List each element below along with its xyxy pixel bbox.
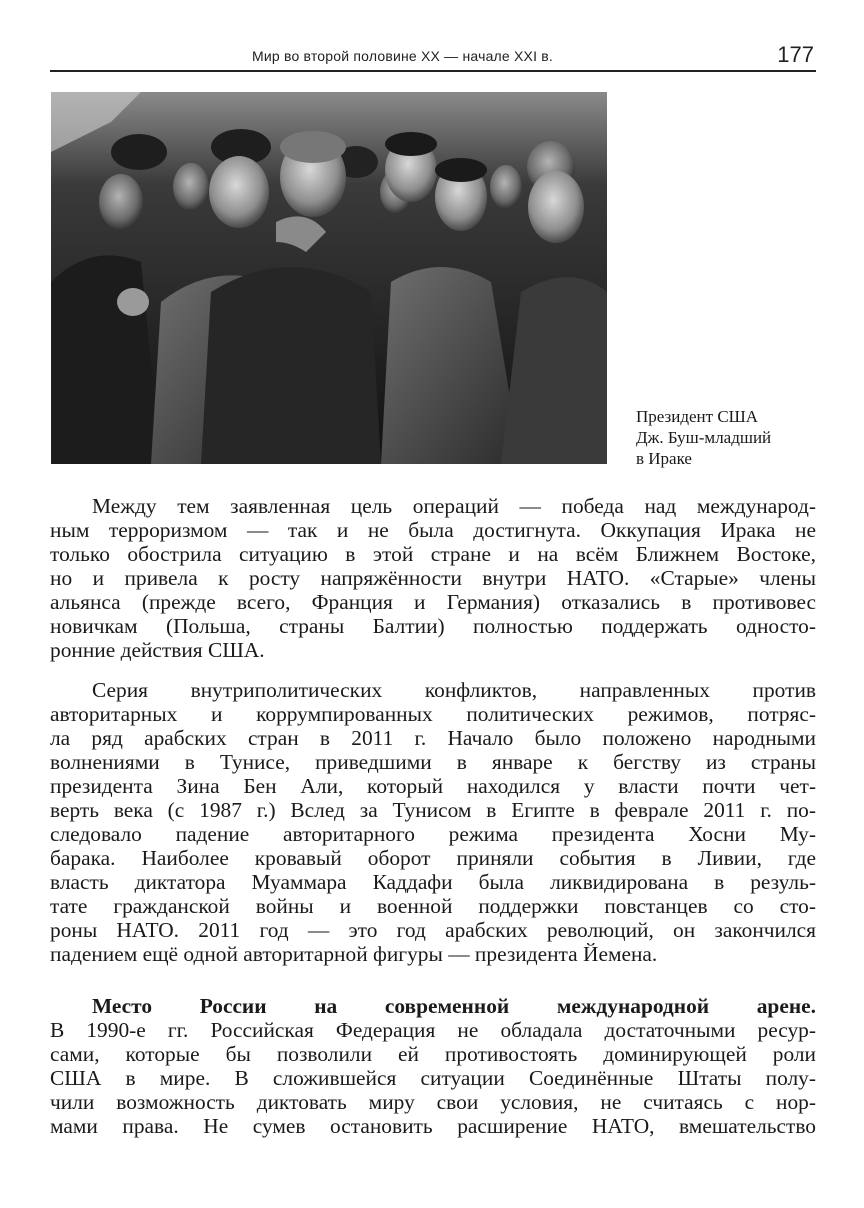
text-line: США в мире. В сложившейся ситуации Соединённые Штаты полу- xyxy=(50,1066,816,1090)
text-line: роны НАТО. 2011 год — это год арабских революций, он закончился xyxy=(50,918,816,942)
running-title: Мир во второй половине XX — начале XXI в. xyxy=(252,48,553,64)
text-line: власть диктатора Муаммара Каддафи была ликвидирована в резуль- xyxy=(50,870,816,894)
text-line: волнениями в Тунисе, приведшими в январе к бегству из страны xyxy=(50,750,816,774)
text-line: ла ряд арабских стран в 2011 г. Начало было положено народными xyxy=(50,726,816,750)
text-line: падением ещё одной авторитарной фигуры — президента Йемена. xyxy=(50,942,658,966)
text-line: мами права. Не сумев остановить расширение НАТО, вмешательство xyxy=(50,1114,816,1138)
text-line: сами, которые бы позволили ей противостоять доминирующей роли xyxy=(50,1042,816,1066)
running-header xyxy=(50,40,816,72)
caption-line: в Ираке xyxy=(636,449,692,468)
text-line: альянса (прежде всего, Франция и Германия) отказались в противовес xyxy=(50,590,816,614)
page-number: 177 xyxy=(777,42,814,67)
text-line: В 1990-е гг. Российская Федерация не обладала достаточными ресур- xyxy=(50,1018,816,1042)
text-line: авторитарных и коррумпированных политических режимов, потряс- xyxy=(50,702,816,726)
text-line: ронние действия США. xyxy=(50,638,265,662)
text-line: тате гражданской войны и военной поддержки повстанцев со сто- xyxy=(50,894,816,918)
text-line: новичкам (Польша, страны Балтии) полностью поддержать односто- xyxy=(50,614,816,638)
paragraph-arab-spring xyxy=(50,678,816,966)
section-heading: Место России на современной международной арене. xyxy=(92,994,816,1018)
text-line: барака. Наиболее кровавый оборот приняли события в Ливии, где xyxy=(50,846,816,870)
caption-line: Президент США xyxy=(636,407,759,426)
text-line: президента Зина Бен Али, который находился у власти почти чет- xyxy=(50,774,816,798)
text-line: но и привела к росту напряжённости внутри НАТО. «Старые» члены xyxy=(50,566,816,590)
photo-bush-in-iraq xyxy=(51,92,607,464)
photo-caption xyxy=(636,406,836,469)
text-line: ным терроризмом — так и не была достигнута. Оккупация Ирака не xyxy=(50,518,816,542)
photo-illustration xyxy=(51,92,607,464)
text-line: только обострила ситуацию в этой стране и на всём Ближнем Востоке, xyxy=(50,542,816,566)
paragraph-iraq-outcome xyxy=(50,494,816,662)
caption-line: Дж. Буш-младший xyxy=(636,428,772,447)
text-line: следовало падение авторитарного режима президента Хосни Му- xyxy=(50,822,816,846)
text-line: верть века (с 1987 г.) Вслед за Тунисом в Египте в феврале 2011 г. по- xyxy=(50,798,816,822)
text-line: чили возможность диктовать миру свои условия, не считаясь с нор- xyxy=(50,1090,816,1114)
text-line: Серия внутриполитических конфликтов, направленных против xyxy=(92,678,816,702)
text-line: Между тем заявленная цель операций — победа над международ- xyxy=(92,494,816,518)
paragraph-russia-place xyxy=(50,994,816,1138)
